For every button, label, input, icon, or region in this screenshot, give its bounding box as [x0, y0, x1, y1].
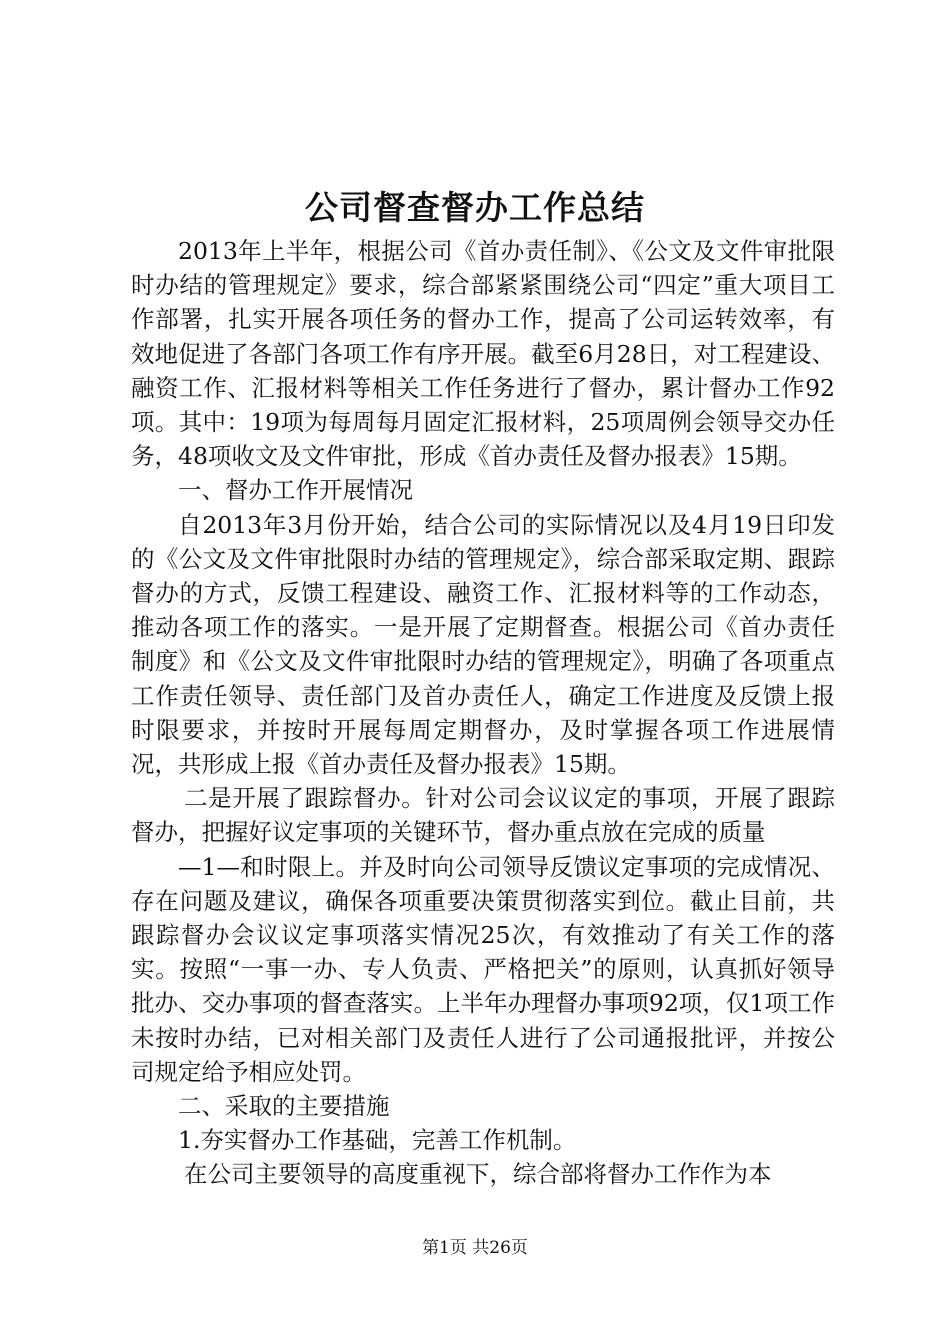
- paragraph-tracking: 二是开展了跟踪督办。针对公司会议议定的事项，开展了跟踪督办，把握好议定事项的关键环节，督办重点放在完成的质量: [131, 784, 835, 847]
- section-heading-2: 二、采取的主要措施: [178, 1092, 390, 1121]
- section-heading-1: 一、督办工作开展情况: [178, 476, 413, 505]
- document-title: 公司督查督办工作总结: [305, 188, 645, 227]
- paragraph-intro: 2013年上半年，根据公司《首办责任制》、《公文及文件审批限时办结的管理规定》要求，综合部紧紧围绕公司“四定”重大项目工作部署，扎实开展各项任务的督办工作，提高了公司运转效率，有效地促进了各部门各项工作有序开展。截至6月28日，对工程建设、融资工作、汇报材料等相关工作任务进行了督办，累计督办工作92项。其中：19项为每周每月固定汇报材料，25项周例会领导交办任务，48项收文及文件审批，形成《首办责任及督办报表》15期。: [131, 237, 835, 471]
- paragraph-section-1: 自2013年3月份开始，结合公司的实际情况以及4月19日印发的《公文及文件审批限时办结的管理规定》，综合部采取定期、跟踪督办的方式，反馈工程建设、融资工作、汇报材料等的工作动态，推动各项工作的落实。一是开展了定期督查。根据公司《首办责任制度》和《公文及文件审批限时办结的管理规定》，明确了各项重点工作责任领导、责任部门及首办责任人，确定工作进度及反馈上报时限要求，并按时开展每周定期督办，及时掌握各项工作进展情况，共形成上报《首办责任及督办报表》15期。: [131, 510, 835, 779]
- document-body: [131, 234, 835, 1192]
- paragraph-continued: —1—和时限上。并及时向公司领导反馈议定事项的完成情况、存在问题及建议，确保各项重要决策贯彻落实到位。截止目前，共跟踪督办会议议定事项落实情况25次，有效推动了有关工作的落实。按照“一事一办、专人负责、严格把关”的原则，认真抓好领导批办、交办事项的督查落实。上半年办理督办事项92项，仅1项工作未按时办结，已对相关部门及责任人进行了公司通报批评，并按公司规定给予相应处罚。: [131, 852, 835, 1086]
- page-number-footer: 第1页 共26页: [422, 1238, 528, 1258]
- subheading-1: 1.夯实督办工作基础，完善工作机制。: [178, 1126, 577, 1155]
- paragraph-measures: 在公司主要领导的高度重视下，综合部将督办工作作为本: [184, 1160, 772, 1189]
